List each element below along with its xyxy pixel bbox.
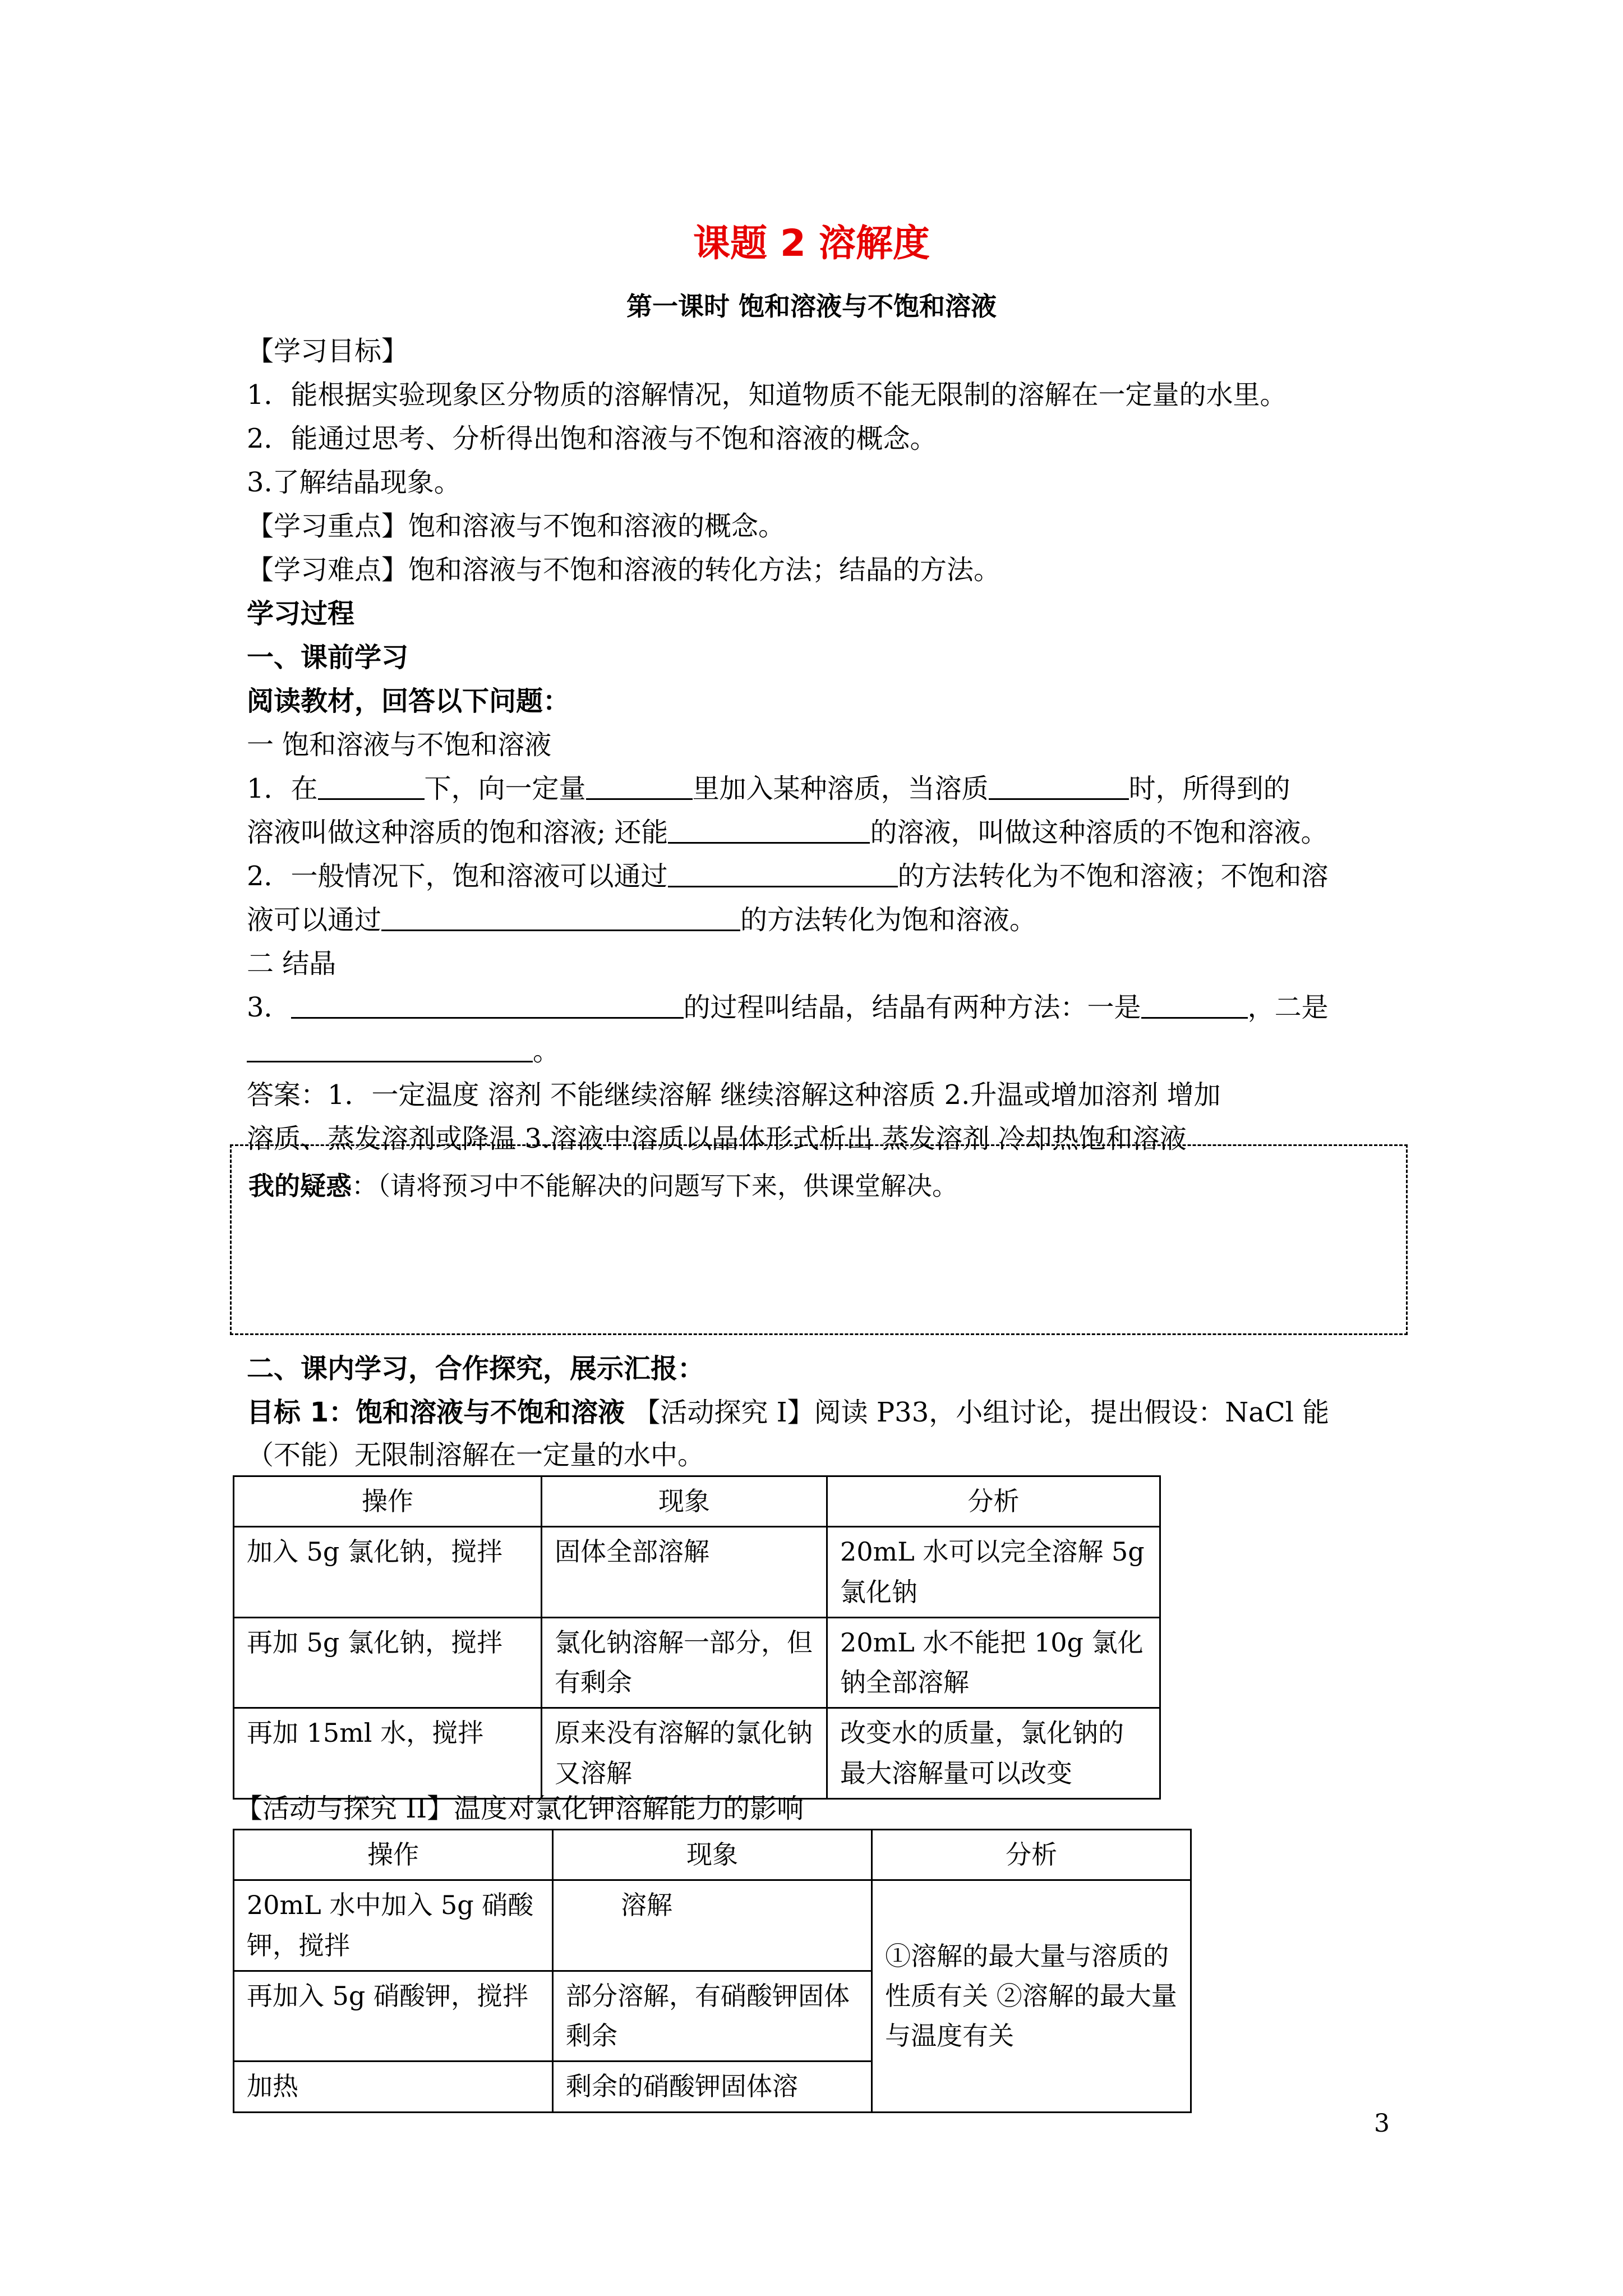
part1-heading: 一 饱和溶液与不饱和溶液 (247, 729, 552, 761)
fill-blank[interactable] (381, 907, 740, 931)
table-row (234, 1527, 1160, 1618)
fill-blank[interactable] (318, 776, 425, 800)
read-heading: 阅读教材，回答以下问题： (247, 685, 570, 717)
table-header-cell: 现象 (542, 1476, 827, 1527)
table-cell: 再加入 5g 硝酸钾，搅拌 (234, 1971, 553, 2062)
objectives-heading: 【学习目标】 (247, 335, 409, 367)
fill-blank[interactable] (586, 776, 693, 800)
table-header-cell: 分析 (827, 1476, 1160, 1527)
table-header-row (234, 1476, 1160, 1527)
fill-blank[interactable] (989, 776, 1129, 800)
table-cell: 改变水的质量，氯化钠的最大溶解量可以改变 (827, 1708, 1160, 1799)
goal1-line-2: （不能）无限制溶解在一定量的水中。 (247, 1439, 705, 1471)
question-1-line-2: 溶液叫做这种溶质的饱和溶液; 还能 的溶液，叫做这种溶质的不饱和溶液。 (247, 817, 1328, 848)
table-row (234, 1617, 1160, 1708)
fill-blank[interactable] (668, 863, 898, 887)
doubt-box[interactable] (230, 1144, 1408, 1335)
fill-blank[interactable] (291, 995, 684, 1019)
question-2-line-2: 液可以通过 的方法转化为饱和溶液。 (247, 904, 1037, 936)
fill-blank[interactable] (668, 820, 870, 844)
answer-line-1: 答案：1．一定温度 溶剂 不能继续溶解 继续溶解这种溶质 2.升温或增加溶剂 增加 (247, 1079, 1221, 1111)
activity2-heading: 【活动与探究 II】温度对氯化钾溶解能力的影响 (236, 1793, 804, 1824)
goal1-line-1: 目标 1：饱和溶液与不饱和溶液 【活动探究 I】阅读 P33，小组讨论，提出假设：NaCl 能 (247, 1397, 1330, 1428)
table-header-cell: 现象 (553, 1830, 872, 1880)
table-header-row (234, 1830, 1191, 1880)
table-row (234, 1708, 1160, 1799)
table-cell: 剩余的硝酸钾固体溶 (553, 2062, 872, 2112)
difficulty: 【学习难点】饱和溶液与不饱和溶液的转化方法；结晶的方法。 (247, 554, 1001, 586)
table-cell: 氯化钠溶解一部分，但有剩余 (542, 1617, 827, 1708)
question-3-line-2: 。 (247, 1036, 1391, 1068)
table-cell: 原来没有溶解的氯化钠又溶解 (542, 1708, 827, 1799)
table-row (234, 1880, 1191, 1971)
fill-blank[interactable] (1141, 995, 1248, 1019)
answer-line-2: 溶质、蒸发溶剂或降温 3.溶液中溶质以晶体形式析出 蒸发溶剂 冷却热饱和溶液 (247, 1123, 1187, 1154)
table-cell: 20mL 水可以完全溶解 5g 氯化钠 (827, 1527, 1160, 1618)
section1-heading: 一、课前学习 (247, 642, 409, 673)
fill-blank[interactable] (247, 1038, 533, 1062)
table-cell: 再加 15ml 水，搅拌 (234, 1708, 542, 1799)
table-header-cell: 分析 (872, 1830, 1191, 1880)
section2-heading: 二、课内学习，合作探究，展示汇报： (247, 1353, 705, 1384)
objective-2: 2．能通过思考、分析得出饱和溶液与不饱和溶液的概念。 (247, 423, 937, 454)
table-cell: 20mL 水中加入 5g 硝酸钾，搅拌 (234, 1880, 553, 1971)
table-cell: 加热 (234, 2062, 553, 2112)
kno3-experiment-table (233, 1829, 1192, 2113)
page-number: 3 (1374, 2109, 1390, 2138)
table-header-cell: 操作 (234, 1830, 553, 1880)
table-cell: 部分溶解，有硝酸钾固体剩余 (553, 1971, 872, 2062)
objective-3: 3.了解结晶现象。 (247, 467, 461, 498)
table-cell: 溶解 (553, 1880, 872, 1971)
question-2-line-1: 2．一般情况下，饱和溶液可以通过 的方法转化为不饱和溶液；不饱和溶 (247, 861, 1329, 892)
part2-heading: 二 结晶 (247, 948, 336, 979)
table-cell-analysis: ①溶解的最大量与溶质的性质有关 ②溶解的最大量与温度有关 (872, 1880, 1191, 2112)
doubt-prompt: 我的疑惑：（请将预习中不能解决的问题写下来，供课堂解决。 (248, 1171, 958, 1201)
objective-1: 1．能根据实验现象区分物质的溶解情况，知道物质不能无限制的溶解在一定量的水里。 (247, 379, 1287, 411)
question-3-line-1: 3． 的过程叫结晶，结晶有两种方法：一是 ，二是 (247, 992, 1329, 1023)
table-cell: 20mL 水不能把 10g 氯化钠全部溶解 (827, 1617, 1160, 1708)
table-header-cell: 操作 (234, 1476, 542, 1527)
process-heading: 学习过程 (247, 598, 355, 629)
lesson-subtitle: 第一课时 饱和溶液与不饱和溶液 (626, 291, 997, 321)
key-point: 【学习重点】饱和溶液与不饱和溶液的概念。 (247, 510, 786, 542)
table-cell: 再加 5g 氯化钠，搅拌 (234, 1617, 542, 1708)
page-title: 课题 2 溶解度 (693, 222, 930, 265)
nacl-experiment-table (233, 1475, 1161, 1800)
question-1-line-1: 1．在 下，向一定量 里加入某种溶质，当溶质 时，所得到的 (247, 773, 1290, 804)
table-cell: 固体全部溶解 (542, 1527, 827, 1618)
table-cell: 加入 5g 氯化钠，搅拌 (234, 1527, 542, 1618)
